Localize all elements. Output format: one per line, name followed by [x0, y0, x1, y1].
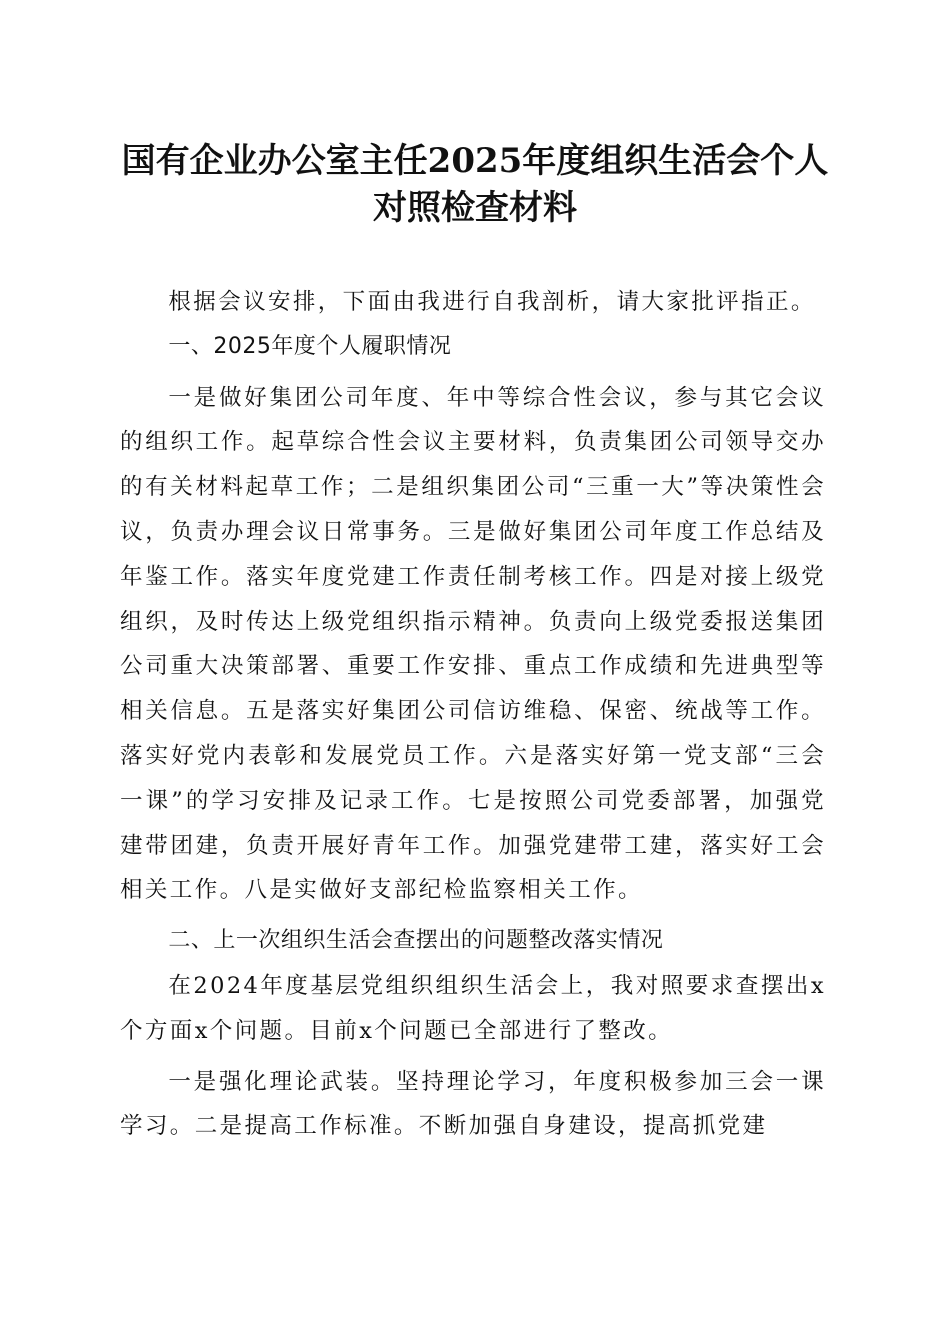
section-2-heading: 二、上一次组织生活会查摆出的问题整改落实情况 — [168, 928, 664, 954]
document-body — [120, 280, 826, 1149]
section-1-heading: 一、2025年度个人履职情况 — [168, 333, 452, 359]
section-2-paragraph-1: 在2024年度基层党组织组织生活会上，我对照要求查摆出x个方面x个问题。目前x个问题已全部进行了整改。 — [120, 972, 826, 1044]
section-2-paragraph-2: 一是强化理论武装。坚持理论学习，年度积极参加三会一课学习。二是提高工作标准。不断加强自身建设，提高抓党建 — [120, 1068, 826, 1140]
document-title: 国有企业办公室主任2025年度组织生活会个人对照检查材料 — [121, 141, 829, 228]
section-1-paragraph: 一是做好集团公司年度、年中等综合性会议，参与其它会议的组织工作。起草综合性会议主要材料，负责集团公司领导交办的有关材料起草工作；二是组织集团公司“三重一大”等决策性会议，负责办理会议日常事务。三是做好集团公司年度工作总结及年鉴工作。落实年度党建工作责任制考核工作。四是对接上级党组织，及时传达上级党组织指示精神。负责向上级党委报送集团公司重大决策部署、重要工作安排、重点工作成绩和先进典型等相关信息。五是落实好集团公司信访维稳、保密、统战等工作。落实好党内表彰和发展党员工作。六是落实好第一党支部“三会一课”的学习安排及记录工作。七是按照公司党委部署，加强党建带团建，负责开展好青年工作。加强党建带工建，落实好工会相关工作。八是实做好支部纪检监察相关工作。 — [120, 384, 826, 904]
intro-paragraph: 根据会议安排，下面由我进行自我剖析，请大家批评指正。 — [168, 289, 816, 315]
